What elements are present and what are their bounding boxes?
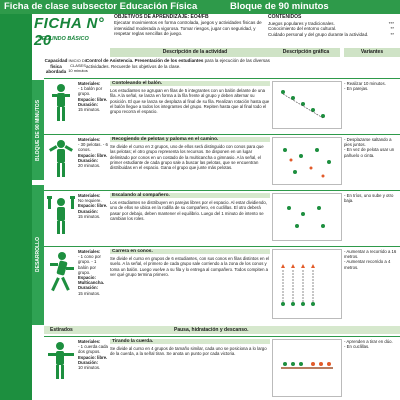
- objectives-box: [114, 15, 264, 47]
- activity-materials: [78, 339, 108, 370]
- materials-text: No requiere.: [78, 198, 102, 204]
- activity-row: [44, 134, 400, 191]
- activity-variants: [344, 137, 400, 158]
- materials-text: - 1 balón por grupo.: [78, 86, 103, 97]
- duration-value: 15 minutos.: [78, 107, 101, 113]
- sheet-title: Ficha de clase subsector Educación Física: [4, 1, 198, 12]
- activity-text: Se divide al curso en 4 grupos de tamaño similar, cada uno se posiciona a lo largo de la cuerda, a la señal tiran. Se anota un punto por cada victoria.: [110, 346, 267, 357]
- activity-text: Se divide el curso en grupos de 6 estudiantes, con sus conos en filas distintos en el suelo. A la señal, el primero de cada grupo sale corriendo a la zona de los conos y toma un balón. Luego vuelve a su fila y lo entrega al compañero. Todos compiten a ver qué grupo termina primero.: [110, 256, 270, 277]
- figure-icon: [44, 339, 78, 387]
- contents-item-stars: **: [390, 31, 394, 37]
- contents-item-stars: ***: [388, 20, 394, 26]
- rest-content: Pausa, hidratación y descanso.: [174, 327, 249, 333]
- figure-icon: [44, 249, 78, 297]
- inicio-label: INICIO DE CLASES 10 minutos: [68, 58, 88, 73]
- space-label: Espacio: Multicancha.: [78, 275, 105, 286]
- rest-label: Estirados: [50, 327, 73, 333]
- block-title: Bloque de 90 minutos: [230, 1, 329, 12]
- title-bar: [0, 0, 400, 14]
- inicio-text: para la ejecución de las diversas actividades. Recuerde los objetivos de la clase.: [86, 58, 270, 69]
- duration-label: Duración:: [78, 208, 99, 214]
- variant-item: - En cuclillas.: [344, 344, 370, 350]
- ficha-number: FICHA N° 20: [34, 15, 105, 49]
- activity-variants: [344, 81, 400, 91]
- activity-diagram: [272, 249, 342, 319]
- activity-variants: [344, 193, 400, 203]
- activity-title: Contoleando el balón.: [110, 81, 270, 86]
- activity-text: Se divide el curso en 2 grupos, uno de ellos será distinguido con conos para que las pelotas; el otro grupo representa los recursos. Se disponen en un lugar delimitado por conos en un costado de la multicancha o gimnasio. A la señal, el primer estudiante de cada grupo sale a buscar las pelotas, que se encuentran distribuidas en el espacio. Gana el grupo que junte más pelotas.: [110, 144, 264, 171]
- activity-description: [110, 249, 270, 277]
- activity-description: [110, 81, 270, 114]
- duration-label: Duración:: [78, 359, 99, 365]
- column-header-capacity: Capacidad física abordada: [44, 58, 68, 74]
- materials-label: Materiales:: [78, 137, 101, 142]
- contents-item-label: Juegos populares y tradicionales.: [268, 20, 335, 26]
- duration-label: Duración:: [78, 157, 99, 163]
- ficha-level: SEGUNDO BÁSICO: [38, 36, 89, 42]
- rest-row: [44, 326, 400, 334]
- activity-diagram: [272, 193, 342, 241]
- objectives-heading: OBJETIVOS DE APRENDIZAJE: EO4/FB: [114, 14, 209, 20]
- space-label: Espacio: libre.: [78, 203, 108, 209]
- figure-icon: [44, 193, 78, 241]
- variant-item: - En parejas.: [344, 86, 369, 92]
- left-green-bar: [0, 14, 32, 400]
- variant-item: - Realizar 10 minutos.: [344, 81, 386, 86]
- contents-box: [268, 15, 400, 47]
- variant-item: - Aprenden a tirar en dúo.: [344, 339, 393, 344]
- space-label: Espacio: libre.: [78, 96, 108, 102]
- column-header-description: Descripción de la actividad: [110, 48, 280, 57]
- space-label: Espacio: libre.: [78, 152, 108, 158]
- variant-item: - Aumentar recorrido a 4 metros.: [344, 259, 391, 270]
- activity-row: [44, 246, 400, 325]
- variant-item: - Aumentar a recorrido a 16 metros.: [344, 249, 397, 260]
- contents-item: [268, 32, 400, 38]
- figure-icon: [44, 81, 78, 129]
- space-label: Espacio: libre.: [78, 354, 108, 360]
- duration-value: 10 minutos.: [78, 365, 101, 371]
- contents-heading: CONTENIDOS: [268, 14, 302, 20]
- activity-diagram: [272, 339, 342, 397]
- objectives-text: Ejecutar movimientos en forma controlada, juegos y actividades físicas de intensidad moderada a vigorosa. Tomar riesgos, jugar con seguridad, y respetar reglas sencillas de juego.: [114, 20, 262, 36]
- activity-description: [110, 193, 270, 221]
- materials-text: - 1 cono por grupo. - 1 balón por grupo.: [78, 254, 101, 275]
- activity-materials: [78, 193, 108, 219]
- variant-item: - Desplazarse saltando a pies juntos.: [344, 137, 392, 148]
- inicio-box: [86, 58, 276, 76]
- contents-item-label: Cuidado personal y del grupo durante la actividad.: [268, 31, 369, 37]
- ficha-box: [32, 15, 114, 49]
- activity-title: Escalando al compañero.: [110, 193, 270, 198]
- variant-item: - En tríos, uno sube y otro baja.: [344, 193, 394, 204]
- duration-label: Duración:: [78, 285, 99, 291]
- activity-variants: [344, 249, 400, 270]
- materials-text: - 1 cuerda cada dos grupos.: [78, 344, 108, 355]
- materials-label: Materiales:: [78, 339, 101, 344]
- activity-description: [110, 137, 270, 170]
- activity-title: Recogiendo de pelotas y paloma en el camino.: [110, 137, 270, 142]
- activity-title: Carrera en conos.: [110, 249, 270, 254]
- duration-label: Duración:: [78, 101, 99, 107]
- activity-description: [110, 339, 270, 357]
- side-label-bloque: BLOQUE DE 90 MINUTOS: [32, 80, 44, 180]
- materials-label: Materiales:: [78, 81, 101, 86]
- activity-materials: [78, 137, 108, 168]
- materials-label: Materiales:: [78, 249, 101, 254]
- column-header-graphic: Descripción gráfica: [272, 48, 340, 57]
- activity-variants: [344, 339, 400, 349]
- duration-value: 15 minutos.: [78, 213, 101, 219]
- contents-item-label: Conocimiento del entorno cultural.: [268, 26, 337, 32]
- inicio-heading: Control de Asistencia. Presentación de los estudiantes: [86, 58, 204, 63]
- contents-item-stars: **: [390, 26, 394, 32]
- activity-text: Los estudiantes se agrupan en filas de 5 integrantes con un balón delante de una fila. A la señal, se lanza en forma a la fila frente al grupo y deben alternar su posición. El que se lanza se desplaza al final de su fila. Realizan rotación hasta que el balón llegue a todos los integrantes del grupo. Repiten hasta que al final todo el grupo recorra el espacio.: [110, 88, 270, 115]
- variant-item: - En vez de pelota usar un pañuelo o cinta.: [344, 147, 395, 158]
- activity-row: [44, 336, 400, 399]
- materials-label: Materiales:: [78, 193, 101, 198]
- figure-icon: [44, 137, 78, 185]
- activity-title: Tirando la cuerda.: [110, 339, 270, 344]
- duration-value: 15 minutos.: [78, 290, 101, 296]
- column-header-variants: Variantes: [344, 48, 400, 57]
- activity-diagram: [272, 137, 342, 185]
- activity-diagram: [272, 81, 342, 129]
- activity-materials: [78, 81, 108, 112]
- activity-materials: [78, 249, 108, 296]
- side-label-desarrollo: DESARROLLO: [32, 185, 44, 325]
- materials-text: - 30 pelotas. - 6 conos.: [78, 142, 108, 153]
- activity-text: Los estudiantes se distribuyen en parejas libres por el espacio. Al estar dividiendo, uno de ellos se ubica en la rodilla de su compañero, en cuclillas. El otro deberá pasar por debajo, deben mantener el equilibrio. Luego del 1 minuto de intento se cambian los roles.: [110, 200, 267, 221]
- activity-row: [44, 190, 400, 247]
- duration-value: 20 minutos.: [78, 163, 101, 169]
- activity-row: [44, 78, 400, 135]
